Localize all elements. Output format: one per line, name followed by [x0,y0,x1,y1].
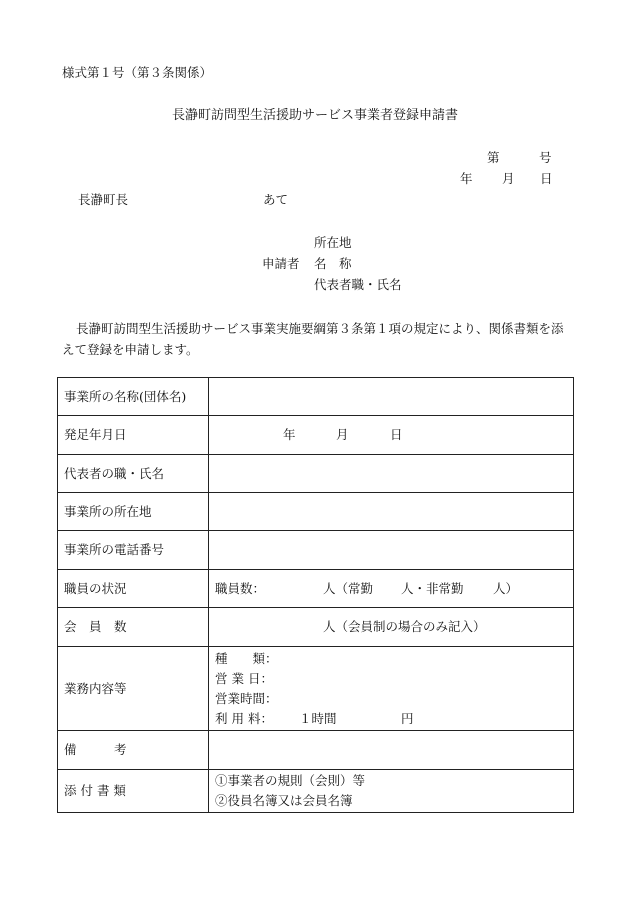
attachment-item-rules: ①事業者の規則（会則）等 [215,773,366,788]
date-month: 月 [502,171,515,186]
staff-close: 人） [493,580,519,596]
staff-parttime: 人・非常勤 [401,580,464,596]
member-count-label: 会 員 数 [58,608,209,647]
table-row [58,770,574,813]
staff-fulltime: 人（常勤 [323,580,374,596]
remarks-field[interactable] [209,731,574,770]
office-name-label: 事業所の名称(団体名) [58,378,209,416]
office-address-label: 事業所の所在地 [58,493,209,531]
form-number: 様式第１号（第３条関係） [62,65,213,80]
business-details-label: 業務内容等 [58,647,209,731]
business-kind: 種 類： [215,650,278,666]
applicant-representative-label: 代表者職・氏名 [314,277,402,292]
attachment-item-roster: ②役員名簿又は会員名簿 [215,793,353,808]
attachments-list [209,770,574,813]
business-hours: 営業時間： [215,690,278,706]
representative-field[interactable] [209,455,574,493]
business-days: 営 業 日： [215,670,273,686]
remarks-label: 備 考 [58,731,209,770]
date-year: 年 [460,171,473,186]
addressee-honorific: あて [263,192,289,207]
founded-date-label: 発足年月日 [58,416,209,455]
applicant-name-label: 名 称 [314,256,352,271]
office-address-field[interactable] [209,493,574,531]
applicant-label: 申請者 [262,256,300,271]
representative-label: 代表者の職・氏名 [58,455,209,493]
applicant-address-label: 所在地 [314,235,352,250]
founded-date-field[interactable] [209,416,574,455]
table-row [58,378,574,416]
founded-day: 日 [390,427,403,442]
business-details-field[interactable] [209,647,574,731]
staff-status-label: 職員の状況 [58,570,209,608]
office-phone-label: 事業所の電話番号 [58,531,209,570]
founded-month: 月 [336,427,349,442]
document-title: 長瀞町訪問型生活援助サービス事業者登録申請書 [171,108,458,123]
staff-status-field[interactable] [209,570,574,608]
office-phone-field[interactable] [209,531,574,570]
table-row [58,570,574,608]
table-row [58,531,574,570]
office-name-field[interactable] [209,378,574,416]
business-fee [215,709,567,729]
addressee-name: 長瀞町長 [78,192,129,207]
business-fee-unit: １時間 [299,710,337,726]
table-row [58,455,574,493]
registration-table [57,377,574,813]
business-fee-label: 利 用 料： [215,710,273,726]
founded-year: 年 [283,427,296,442]
table-row [58,731,574,770]
business-fee-currency: 円 [401,710,414,726]
reference-number-suffix: 号 [539,150,552,165]
table-row [58,647,574,731]
table-row [58,608,574,647]
attachments-label: 添 付 書 類 [58,770,209,813]
application-statement: 長瀞町訪問型生活援助サービス事業実施要綱第３条第１項の規定により、関係書類を添えて登録を申請します。 [62,321,564,357]
table-row [58,493,574,531]
member-count-note: 人（会員制の場合のみ記入） [323,619,486,634]
table-row [58,416,574,455]
date-day: 日 [540,171,553,186]
member-count-field[interactable] [209,608,574,647]
reference-number-prefix: 第 [487,150,500,165]
staff-count-label: 職員数： [215,580,266,596]
